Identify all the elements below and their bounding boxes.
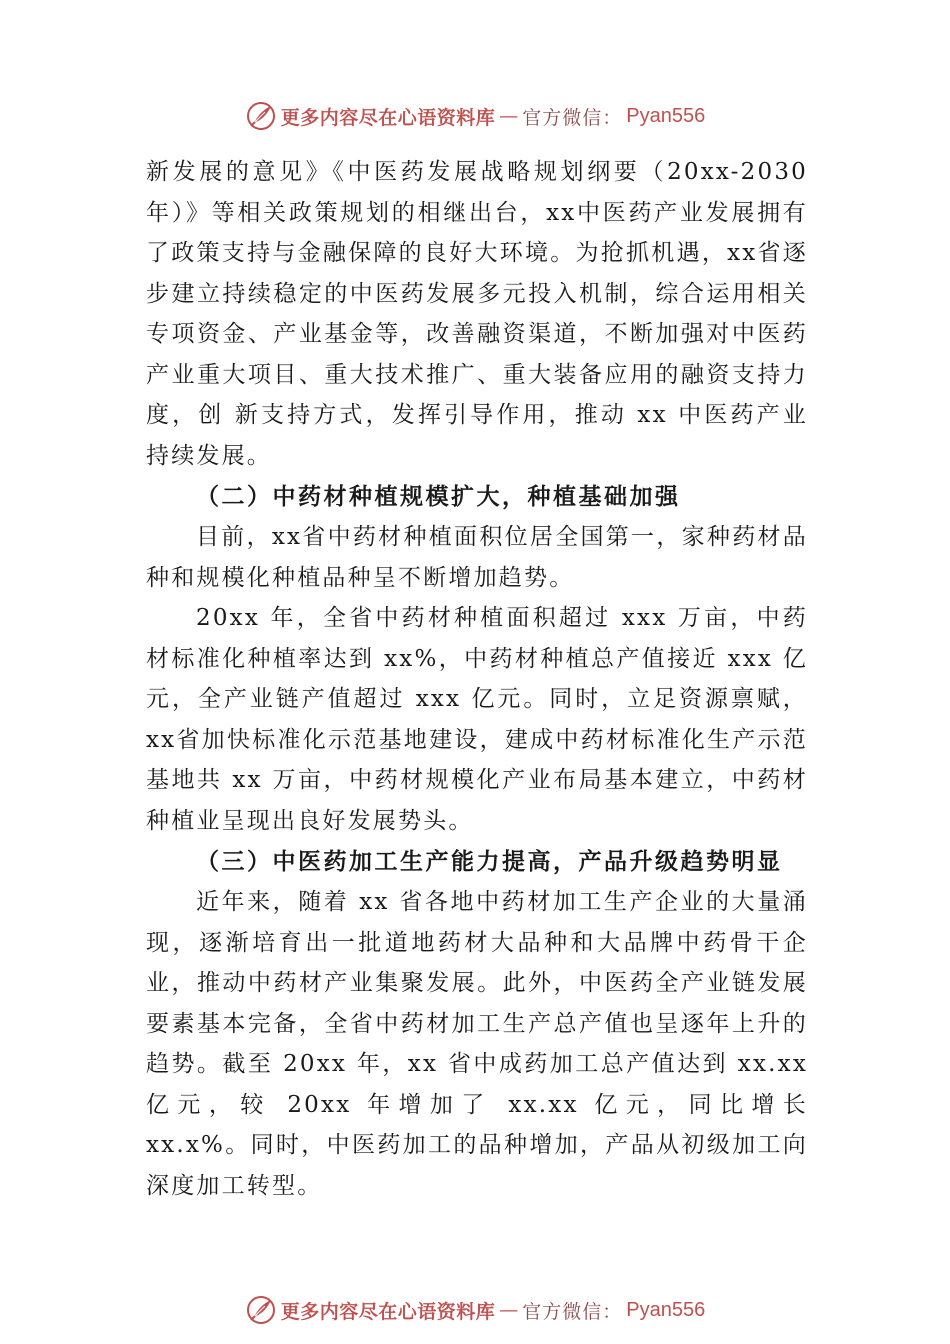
paragraph-policy-support: 新发展的意见》《中医药发展战略规划纲要（20xx-2030年）》等相关政策规划的相继出台，xx中医药产业发展拥有了政策支持与金融保障的良好大环境。为抢抓机遇，xx省逐步建立持续稳定的中医药发展多元投入机制，综合运用相关专项资金、产业基金等，改善融资渠道，不断加强对中医药产业重大项目、重大技术推广、重大装备应用的融资支持力度，创 新支持方式，发挥引导作用，推动 xx 中医药产业持续发展。 (146, 159, 808, 469)
feather-quill-icon (245, 100, 277, 132)
paragraph-planting-area: 目前，xx省中药材种植面积位居全国第一，家种药材品种和规模化种植品种呈不断增加趋势。 (146, 524, 808, 591)
paragraph-planting-stats: 20xx 年，全省中药材种植面积超过 xxx 万亩，中药材标准化种植率达到 xx%，中药材种植总产值接近 xxx 亿元，全产业链产值超过 xxx 亿元。同时，立足资源禀赋，xx省加快标准化示范基地建设，建成中药材标准化生产示范基地共 xx 万亩，中药材规模化产业布局基本建立，中药材种植业呈现出良好发展势头。 (146, 605, 808, 834)
header-watermark (0, 96, 950, 136)
paragraph-processing: 近年来，随着 xx 省各地中药材加工生产企业的大量涌现，逐渐培育出一批道地药材大品种和大品牌中药骨干企业，推动中药材产业集聚发展。此外，中医药全产业链发展要素基本完备，全省中药材加工生产总产值也呈逐年上升的趋势。截至 20xx 年，xx 省中成药加工总产值达到 xx.xx 亿元，较 20xx 年增加了 xx.xx 亿元，同比增长 xx.x%。同时，中医药加工的品种增加，产品从初级加工向深度加工转型。 (146, 889, 808, 1199)
feather-quill-icon (245, 1294, 277, 1326)
watermark-dash: — (499, 1299, 519, 1321)
watermark-dash: — (499, 105, 519, 127)
document-body (146, 152, 808, 1206)
watermark-site-text: 更多内容尽在心语资料库 (280, 106, 496, 129)
watermark-site-text: 更多内容尽在心语资料库 (280, 1300, 496, 1323)
watermark-wechat-id: Pyan556 (626, 1298, 706, 1321)
watermark-wechat-label: 官方微信： (522, 1300, 623, 1323)
section-heading-3: （三）中医药加工生产能力提高，产品升级趋势明显 (196, 848, 783, 875)
watermark-wechat-id: Pyan556 (626, 104, 706, 127)
section-heading-2: （二）中药材种植规模扩大，种植基础加强 (196, 483, 681, 510)
watermark-wechat-label: 官方微信： (522, 106, 623, 129)
footer-watermark (0, 1290, 950, 1330)
